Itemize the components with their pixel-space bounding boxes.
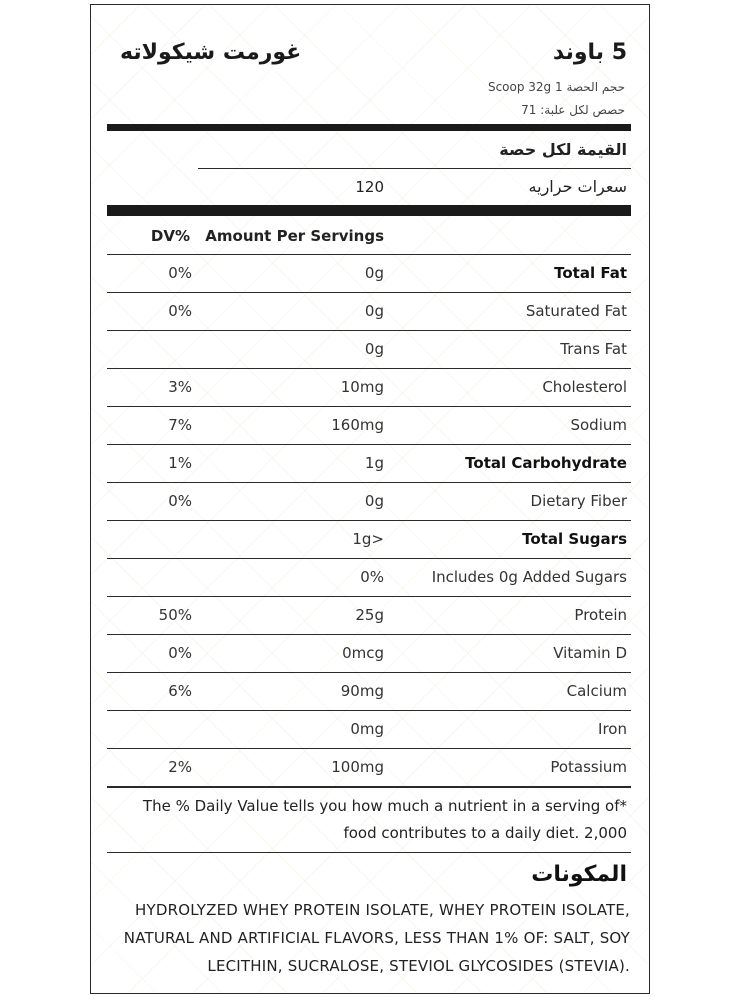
nutrient-name: Cholesterol bbox=[542, 378, 627, 396]
nutrient-amount: 0mcg bbox=[342, 644, 384, 662]
nutrient-amount: 10mg bbox=[340, 378, 384, 396]
nutrient-amount: 0g bbox=[364, 492, 384, 510]
calories-value: 120 bbox=[355, 178, 384, 196]
nutrient-name: Saturated Fat bbox=[525, 302, 627, 320]
nutrient-amount: 90mg bbox=[340, 682, 384, 700]
nutrient-dv: 0% bbox=[168, 492, 192, 510]
product-size: 5 باوند bbox=[552, 40, 627, 65]
nutrient-name: Sodium bbox=[570, 416, 627, 434]
serving-size: حجم الحصة 1 Scoop 32g bbox=[487, 80, 625, 94]
nutrient-row bbox=[107, 293, 631, 331]
nutrient-amount: 25g bbox=[355, 606, 384, 624]
nutrient-row bbox=[107, 597, 631, 635]
nutrient-name: Iron bbox=[598, 720, 627, 738]
per-serving-divider bbox=[198, 168, 631, 169]
nutrient-name: Includes 0g Added Sugars bbox=[431, 568, 627, 586]
table-bottom-divider bbox=[107, 786, 631, 788]
nutrient-row bbox=[107, 445, 631, 483]
nutrient-name: Potassium bbox=[550, 758, 627, 776]
nutrient-amount: 0mg bbox=[350, 720, 384, 738]
footnote-divider bbox=[107, 852, 631, 853]
nutrient-amount: 160mg bbox=[331, 416, 384, 434]
nutrient-name: Trans Fat bbox=[560, 340, 627, 358]
thick-divider-top bbox=[107, 124, 631, 131]
nutrient-name: Total Carbohydrate bbox=[465, 454, 627, 472]
nutrient-amount: 100mg bbox=[331, 758, 384, 776]
product-name: غورمت شيكولاته bbox=[120, 40, 302, 65]
ingredients-heading: المكونات bbox=[531, 862, 627, 887]
nutrient-dv: 50% bbox=[158, 606, 192, 624]
nutrient-row bbox=[107, 559, 631, 597]
dv-header: DV% bbox=[150, 227, 190, 245]
nutrient-row bbox=[107, 407, 631, 445]
nutrient-amount: 0g bbox=[364, 302, 384, 320]
nutrient-name: Total Sugars bbox=[522, 530, 627, 548]
footnote-line-2: food contributes to a daily diet. 2,000 bbox=[343, 824, 627, 842]
nutrient-row bbox=[107, 673, 631, 711]
footnote-line-1: The % Daily Value tells you how much a nutrient in a serving of* bbox=[142, 797, 627, 815]
nutrient-row bbox=[107, 711, 631, 749]
per-serving-label: القيمة لكل حصة bbox=[499, 140, 627, 159]
amount-header: Amount Per Servings bbox=[205, 227, 384, 245]
nutrient-name: Total Fat bbox=[554, 264, 627, 282]
nutrient-row bbox=[107, 255, 631, 293]
nutrient-dv: 1% bbox=[168, 454, 192, 472]
nutrient-row bbox=[107, 369, 631, 407]
nutrient-amount: 0g bbox=[364, 340, 384, 358]
nutrient-name: Dietary Fiber bbox=[530, 492, 627, 510]
thick-divider-calories bbox=[107, 205, 631, 216]
nutrient-dv: 6% bbox=[168, 682, 192, 700]
nutrient-amount: 1g bbox=[364, 454, 384, 472]
nutrient-amount: 0% bbox=[360, 568, 384, 586]
nutrient-dv: 0% bbox=[168, 264, 192, 282]
nutrient-dv: 2% bbox=[168, 758, 192, 776]
nutrient-dv: 7% bbox=[168, 416, 192, 434]
nutrient-name: Vitamin D bbox=[553, 644, 627, 662]
nutrient-row bbox=[107, 331, 631, 369]
servings-per-container: حصص لكل علبة: 71 bbox=[521, 103, 625, 117]
nutrient-amount: 1g> bbox=[352, 530, 384, 548]
calories-label: سعرات حراريه bbox=[528, 177, 627, 196]
nutrient-amount: 0g bbox=[364, 264, 384, 282]
nutrient-name: Calcium bbox=[566, 682, 627, 700]
nutrient-dv: 3% bbox=[168, 378, 192, 396]
nutrient-row bbox=[107, 635, 631, 673]
nutrient-dv: 0% bbox=[168, 302, 192, 320]
nutrient-row bbox=[107, 521, 631, 559]
nutrient-row bbox=[107, 483, 631, 521]
nutrient-name: Protein bbox=[574, 606, 627, 624]
nutrient-row bbox=[107, 749, 631, 787]
nutrient-dv: 0% bbox=[168, 644, 192, 662]
ingredients-text: HYDROLYZED WHEY PROTEIN ISOLATE, WHEY PROTEIN ISOLATE, NATURAL AND ARTIFICIAL FLAVORS, LESS THAN 1% OF: SALT, SOY LECITHIN, SUCRALOSE, STEVIOL GLYCOSIDES (STEVIA). bbox=[123, 901, 630, 975]
